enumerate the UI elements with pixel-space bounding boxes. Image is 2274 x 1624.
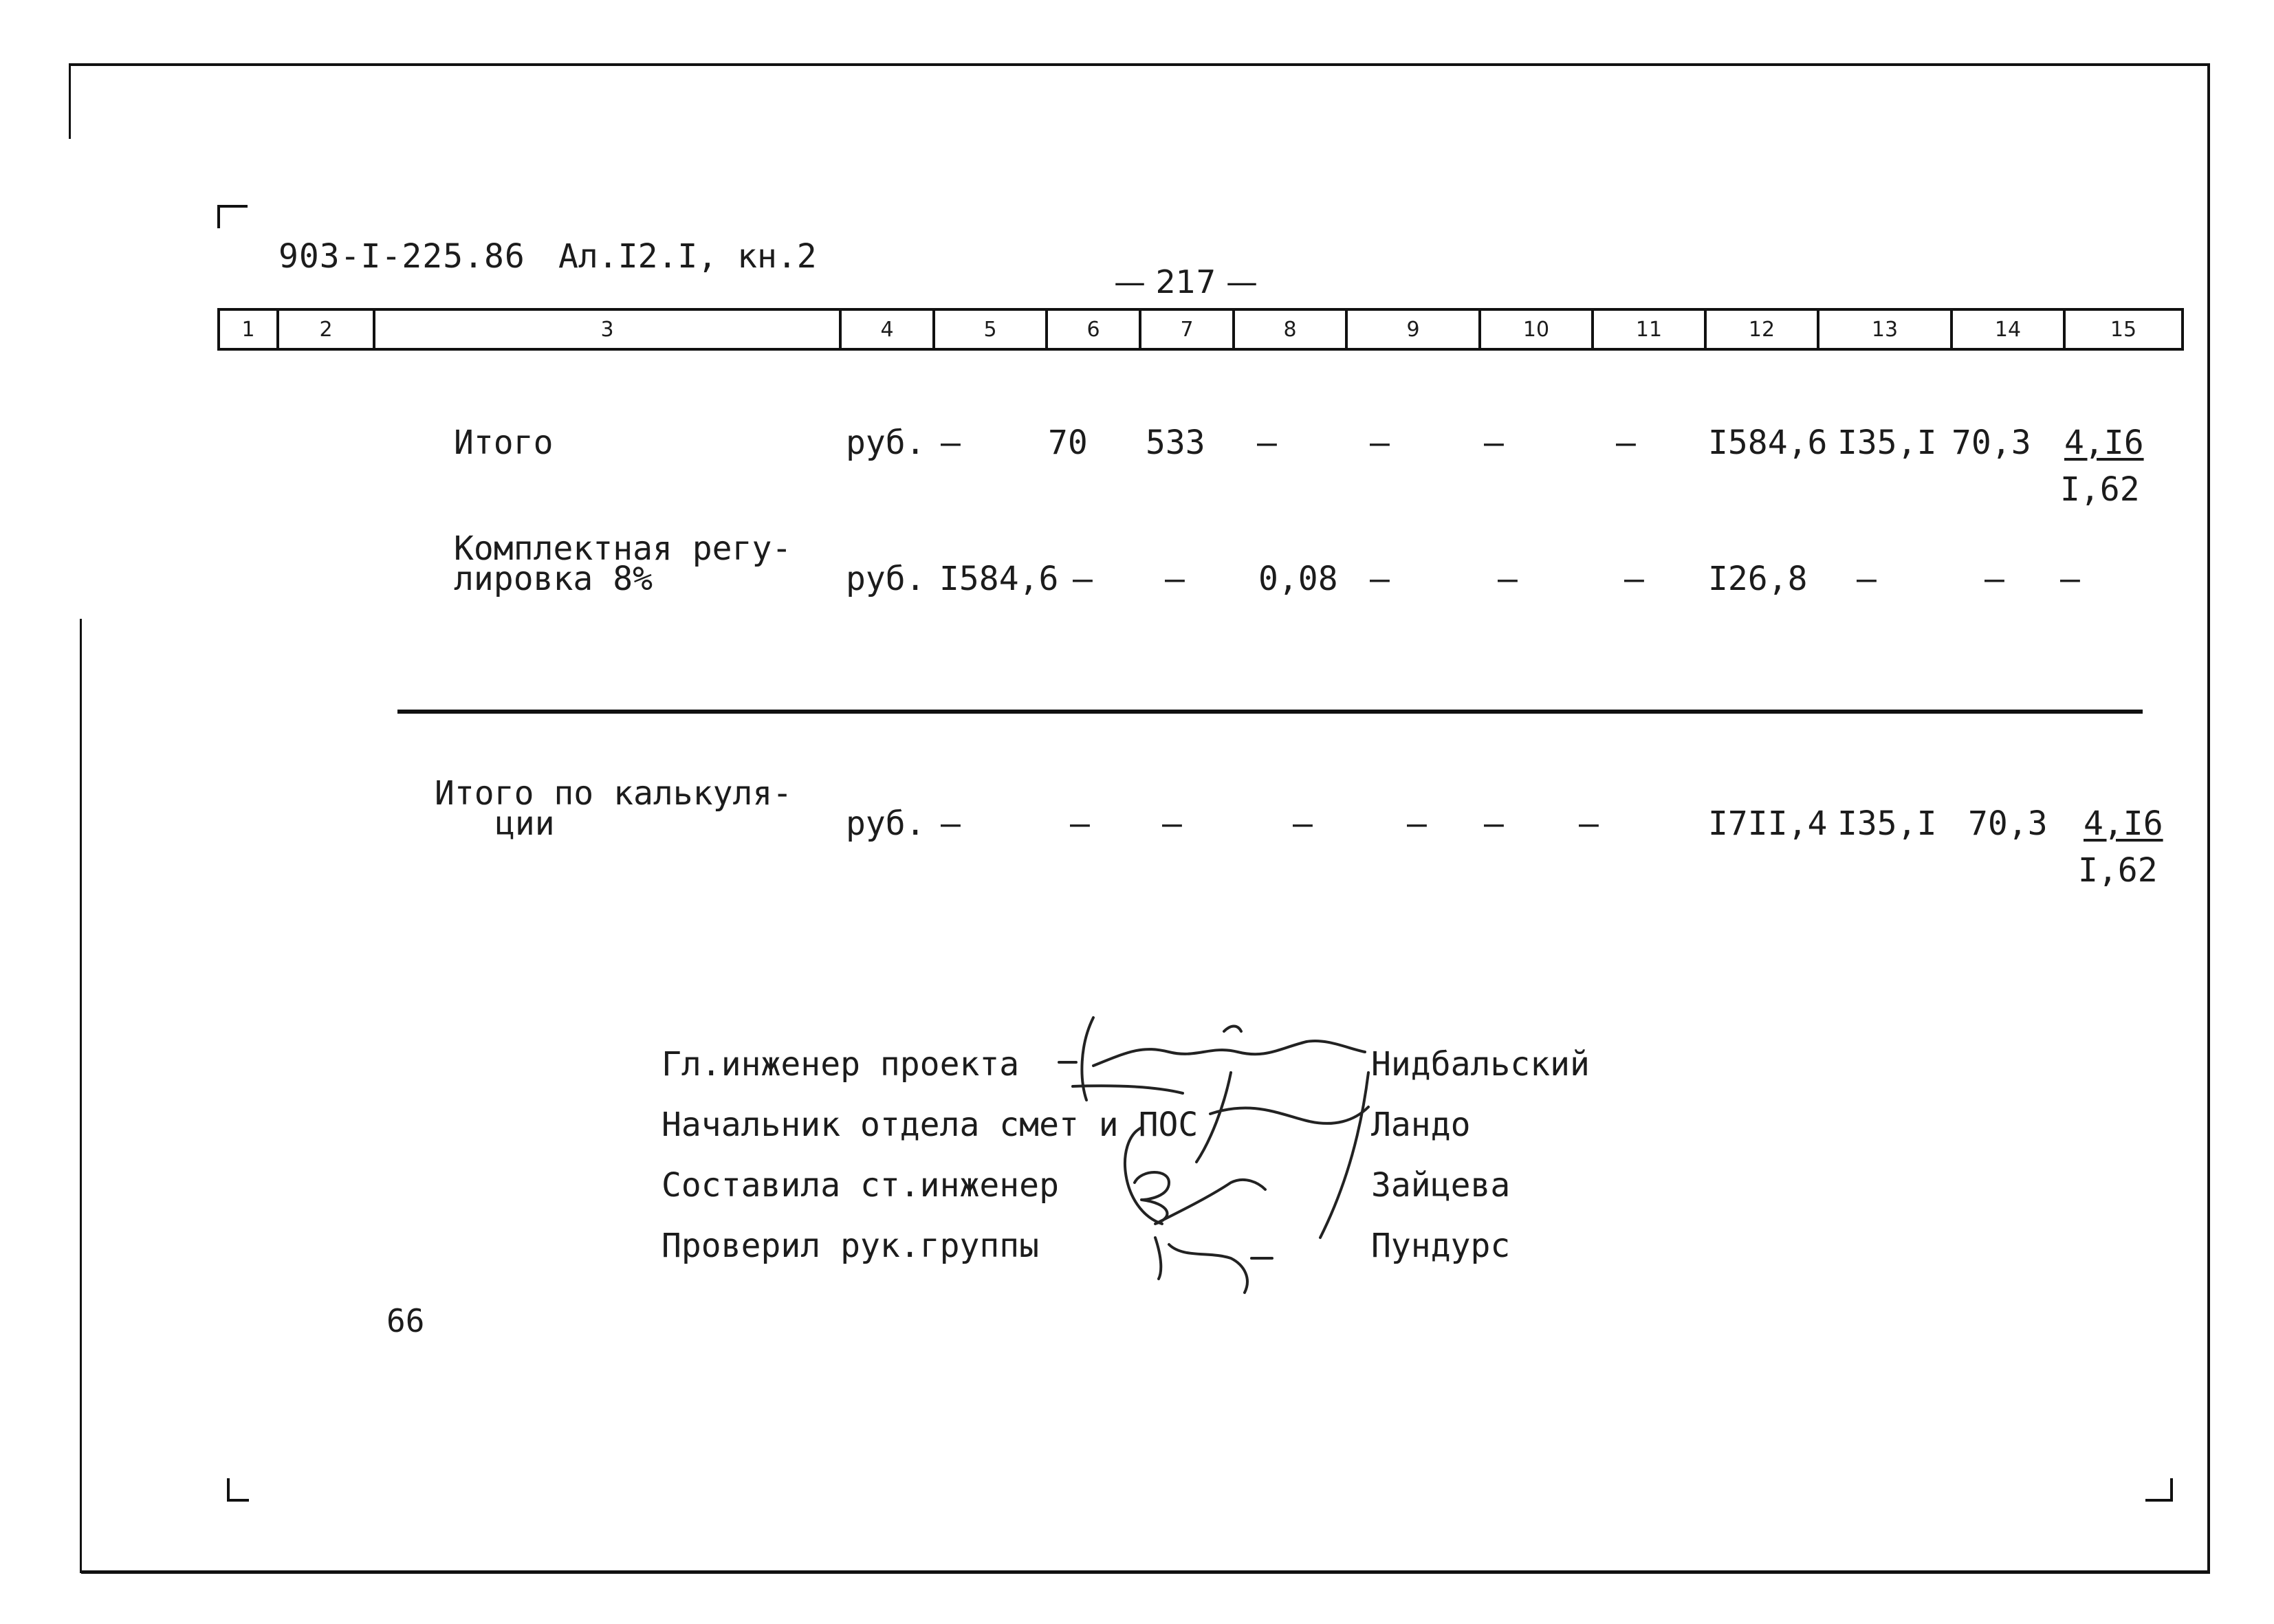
section-separator-line bbox=[397, 710, 2143, 714]
signature-stroke-group-lead bbox=[1155, 1238, 1272, 1293]
frame-bottom-line bbox=[81, 1570, 2210, 1574]
corner-mark-bottom-right bbox=[2145, 1478, 2173, 1502]
page-footer-mark: 66 bbox=[386, 1302, 425, 1339]
column-number: 13 bbox=[1819, 311, 1953, 348]
column-number: 11 bbox=[1594, 311, 1707, 348]
signature-role: Гл.инженер проекта bbox=[662, 1045, 1020, 1084]
column-number: 9 bbox=[1348, 311, 1481, 348]
column-number: 6 bbox=[1048, 311, 1141, 348]
cell-col9: – bbox=[1370, 424, 1390, 462]
column-number: 5 bbox=[935, 311, 1048, 348]
cell-col5: – bbox=[941, 424, 961, 462]
row-name-line2: ции bbox=[495, 804, 555, 843]
cell-col7: – bbox=[1162, 804, 1182, 843]
cell-col13: I35,I bbox=[1837, 804, 1937, 843]
document-code: 903-I-225.86 bbox=[278, 237, 525, 276]
signature-role: Проверил рук.группы bbox=[662, 1227, 1040, 1265]
row-unit: руб. bbox=[846, 804, 926, 843]
column-number: 10 bbox=[1481, 311, 1594, 348]
signature-role: Составила ст.инженер bbox=[662, 1166, 1059, 1205]
cell-col15: – bbox=[2060, 560, 2080, 598]
cell-col14: – bbox=[1985, 560, 2004, 598]
cell-col15-numerator: 4,I6 bbox=[2084, 804, 2163, 843]
column-header-row bbox=[217, 308, 2184, 351]
row-name-line2: лировка 8% bbox=[454, 560, 653, 598]
signature-role: Начальник отдела смет и ПОС bbox=[662, 1106, 1199, 1144]
cell-col9: – bbox=[1370, 560, 1390, 598]
cell-col14: 70,3 bbox=[1952, 424, 2031, 462]
cell-col5: – bbox=[941, 804, 961, 843]
cell-col15-denominator: I,62 bbox=[2060, 470, 2140, 509]
signature-name: Пундурс bbox=[1371, 1227, 1511, 1265]
signature-stroke-engineer bbox=[1135, 1172, 1265, 1224]
cell-col7: – bbox=[1165, 560, 1185, 598]
column-number: 1 bbox=[220, 311, 279, 348]
row-name-line1: Итого по калькуля- bbox=[435, 774, 793, 813]
cell-col15-denominator: I,62 bbox=[2078, 851, 2158, 890]
column-number: 7 bbox=[1141, 311, 1235, 348]
cell-col13: I35,I bbox=[1837, 424, 1937, 462]
cell-col14: 70,3 bbox=[1968, 804, 2048, 843]
signature-name: Зайцева bbox=[1371, 1166, 1511, 1205]
signature-stroke-chief-engineer bbox=[1059, 1018, 1365, 1100]
cell-col8: – bbox=[1257, 424, 1277, 462]
frame-right-line bbox=[2207, 63, 2210, 1573]
cell-col10: – bbox=[1498, 560, 1518, 598]
corner-mark-bottom-left bbox=[227, 1478, 249, 1502]
column-number: 12 bbox=[1707, 311, 1819, 348]
row-name: Итого bbox=[454, 424, 554, 462]
cell-col10: – bbox=[1484, 424, 1504, 462]
cell-col13: – bbox=[1857, 560, 1877, 598]
cell-col5: I584,6 bbox=[939, 560, 1059, 598]
row-name-line1: Комплектная регу- bbox=[454, 529, 792, 568]
cell-col11: – bbox=[1616, 424, 1636, 462]
album-reference: Ал.I2.I, кн.2 bbox=[558, 237, 817, 276]
signature-name: Ландо bbox=[1371, 1106, 1471, 1144]
cell-col6: – bbox=[1073, 560, 1093, 598]
frame-top-line bbox=[69, 63, 2210, 66]
cell-col8: 0,08 bbox=[1258, 560, 1338, 598]
cell-col10: – bbox=[1484, 804, 1504, 843]
row-unit: руб. bbox=[846, 424, 926, 462]
page-number: — 217 — bbox=[1114, 263, 1258, 300]
column-number: 2 bbox=[279, 311, 375, 348]
column-number: 3 bbox=[375, 311, 842, 348]
cell-col15-numerator: 4,I6 bbox=[2064, 424, 2144, 462]
frame-left-line-lower bbox=[80, 619, 82, 1573]
cell-col12: I7II,4 bbox=[1708, 804, 1828, 843]
column-number: 15 bbox=[2110, 317, 2137, 342]
cell-col11: – bbox=[1579, 804, 1599, 843]
signature-name: Нидбальский bbox=[1371, 1045, 1590, 1084]
column-number: 4 bbox=[842, 311, 935, 348]
cell-col8: – bbox=[1293, 804, 1313, 843]
signature-stroke-dept-head bbox=[1073, 1073, 1368, 1238]
column-number: 8 bbox=[1235, 311, 1348, 348]
cell-col6: – bbox=[1070, 804, 1090, 843]
frame-left-line bbox=[69, 63, 71, 139]
corner-mark-top-left bbox=[217, 205, 248, 228]
cell-col6: 70 bbox=[1048, 424, 1088, 462]
cell-col11: – bbox=[1624, 560, 1644, 598]
cell-col12: I26,8 bbox=[1708, 560, 1808, 598]
cell-col9: – bbox=[1407, 804, 1427, 843]
cell-col12: I584,6 bbox=[1708, 424, 1828, 462]
column-number: 14 bbox=[1953, 311, 2066, 348]
cell-col7: 533 bbox=[1146, 424, 1205, 462]
row-unit: руб. bbox=[846, 560, 926, 598]
